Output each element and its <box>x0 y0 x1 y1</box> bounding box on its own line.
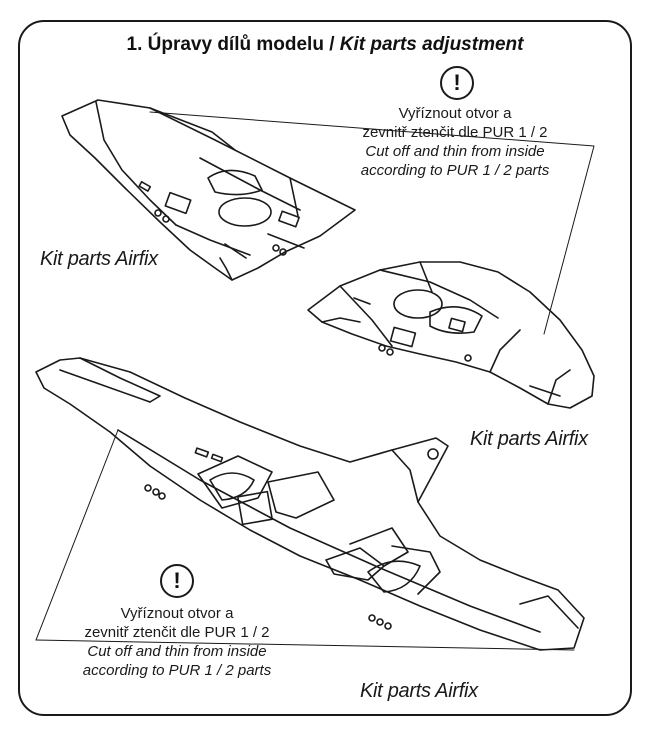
note-upper-cz-line1: Vyříznout otvor a <box>398 105 512 122</box>
note-lower-cz-line2: zevnitř ztenčit dle PUR 1 / 2 <box>84 624 270 641</box>
note-upper-en-line1: Cut off and thin from inside <box>365 143 545 160</box>
upper-right-wing-part <box>308 262 594 408</box>
label-lower: Kit parts Airfix <box>360 680 478 702</box>
label-upper-right: Kit parts Airfix <box>470 428 588 450</box>
title-english: Kit parts adjustment <box>339 34 524 55</box>
warning-icon: ! <box>440 66 474 100</box>
label-upper-left: Kit parts Airfix <box>40 248 158 270</box>
note-upper-cz-line2: zevnitř ztenčit dle PUR 1 / 2 <box>362 124 548 141</box>
note-lower-cz-line1: Vyříznout otvor a <box>120 605 234 622</box>
warning-icon: ! <box>160 564 194 598</box>
note-lower-en-line2: according to PUR 1 / 2 parts <box>82 662 272 679</box>
note-lower <box>52 604 302 680</box>
note-upper <box>330 104 580 180</box>
note-lower-en-line1: Cut off and thin from inside <box>87 643 267 660</box>
title-czech: 1. Úpravy dílů modelu / <box>126 34 335 55</box>
note-upper-en-line2: according to PUR 1 / 2 parts <box>360 162 550 179</box>
